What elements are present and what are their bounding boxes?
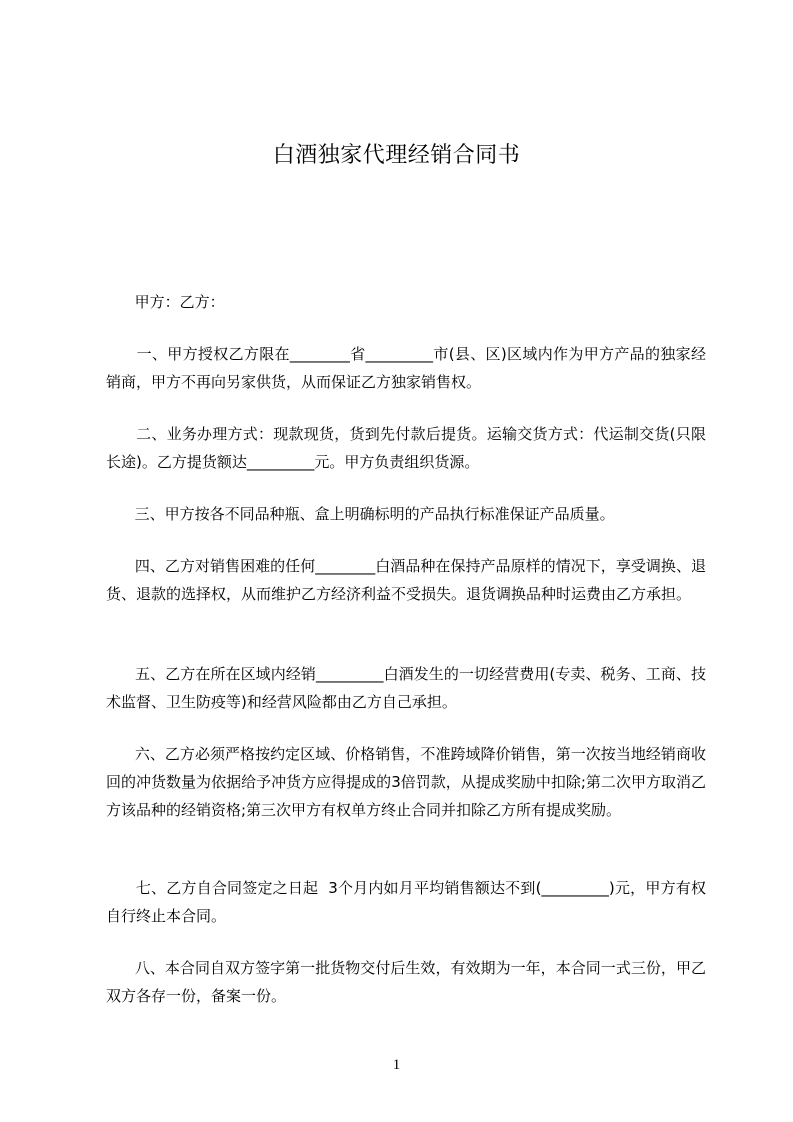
clause-2: 二、业务办理方式：现款现货，货到先付款后提货。运输交货方式：代运制交货(只限长途)。乙方提货额达_________元。甲方负责组织货源。 bbox=[106, 425, 706, 471]
document-title: 白酒独家代理经销合同书 bbox=[272, 143, 521, 168]
clause-8: 八、本合同自双方签字第一批货物交付后生效，有效期为一年，本合同一式三份，甲乙双方各存一份，备案一份。 bbox=[106, 959, 706, 1005]
parties-line: 甲方：乙方： bbox=[106, 293, 225, 311]
clause-6: 六、乙方必须严格按约定区域、价格销售，不准跨域降价销售，第一次按当地经销商收回的冲货数量为依据给予冲货方应得提成的3倍罚款，从提成奖励中扣除;第二次甲方取消乙方该品种的经销资格;第三次甲方有权单方终止合同并扣除乙方所有提成奖励。 bbox=[106, 745, 706, 819]
clause-4: 四、乙方对销售困难的任何________白酒品种在保持产品原样的情况下，享受调换、退货、退款的选择权，从而维护乙方经济利益不受损失。退货调换品种时运费由乙方承担。 bbox=[106, 557, 707, 603]
clause-3: 三、甲方按各不同品种瓶、盒上明确标明的产品执行标准保证产品质量。 bbox=[106, 505, 615, 523]
clause-5: 五、乙方在所在区域内经销_________白酒发生的一切经营费用(专卖、税务、工商、技术监督、卫生防疫等)和经营风险都由乙方自己承担。 bbox=[106, 665, 707, 711]
clause-7: 七、乙方自合同签定之日起 3个月内如月平均销售额达不到(_________)元，甲方有权自行终止本合同。 bbox=[106, 879, 706, 925]
page-number: 1 bbox=[392, 1057, 401, 1073]
clause-1: 一、甲方授权乙方限在________省_________市(县、区)区域内作为甲方产品的独家经销商，甲方不再向另家供货，从而保证乙方独家销售权。 bbox=[106, 345, 706, 391]
